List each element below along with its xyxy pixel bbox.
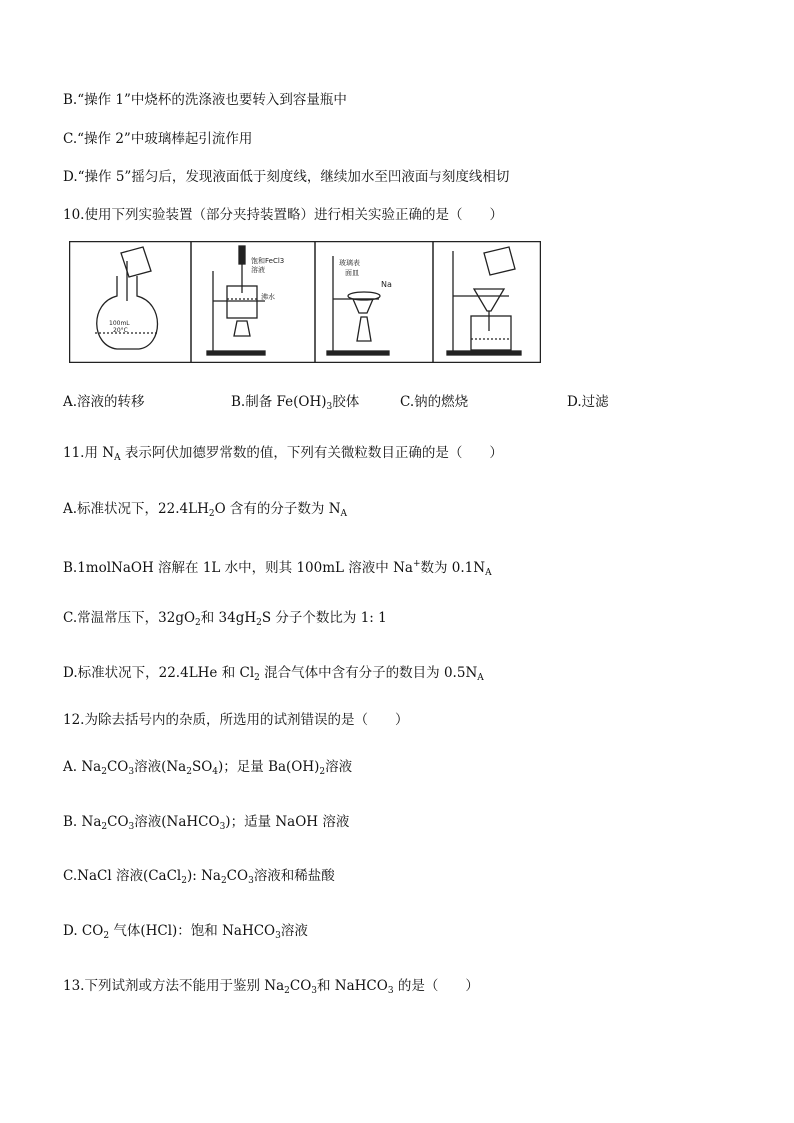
q11-option-d: D.标准状况下，22.4LHe 和 $Cl_2$ 混合气体中含有分子的数目为 $0.5N_A$ xyxy=(63,665,484,683)
q10-option-d: D.过滤 xyxy=(567,394,609,410)
q10-stem: 10.使用下列实验装置（部分夹持装置略）进行相关实验正确的是（ ） xyxy=(63,207,503,223)
svg-text:饱和FeCl3: 饱和FeCl3 xyxy=(251,257,285,265)
svg-text:Na: Na xyxy=(381,280,392,289)
q11-option-a: A.标准状况下，$22.4LH_2O$ 含有的分子数为 $N_A$ xyxy=(63,501,348,519)
q10-apparatus-figure xyxy=(69,241,541,363)
q12-option-a: A. $Na_2CO_3$溶液$(Na_2SO_4)$；足量 $Ba(OH)_2$溶液 xyxy=(63,759,353,777)
q9-option-d: D.“操作 5”摇匀后，发现液面低于刻度线，继续加水至凹液面与刻度线相切 xyxy=(63,169,510,185)
q9-option-c: C.“操作 2”中玻璃棒起引流作用 xyxy=(63,131,253,147)
q11-option-b: B.1molNaOH 溶解在 1L 水中，则其 100mL 溶液中 Na+数为 $0.1N_A$ xyxy=(63,559,492,578)
panel-colloid-prep xyxy=(207,246,284,355)
q13-stem: 13.下列试剂或方法不能用于鉴别 $Na_2CO_3$和 NaHCO$_3$ 的是（ ） xyxy=(63,978,479,996)
q10-option-a: A.溶液的转移 xyxy=(63,394,145,410)
svg-text:沸水: 沸水 xyxy=(261,293,275,301)
svg-text:面皿: 面皿 xyxy=(345,269,359,277)
panel-filtration xyxy=(447,247,521,355)
panel-sodium-burning xyxy=(327,256,392,355)
svg-text:玻璃表: 玻璃表 xyxy=(339,259,360,267)
q12-stem: 12.为除去括号内的杂质，所选用的试剂错误的是（ ） xyxy=(63,712,409,728)
q10-option-b: B.制备 $Fe(OH)_3$胶体 xyxy=(231,394,360,412)
q12-option-d: D. $CO_2$ 气体(HCl)：饱和 NaHCO$_3$溶液 xyxy=(63,923,308,941)
q12-option-b: B. $Na_2CO_3$溶液(NaHCO$_3$)；适量 NaOH 溶液 xyxy=(63,814,350,832)
q12-option-c: C.NaCl 溶液(CaCl$_2$): $Na_2CO_3$溶液和稀盐酸 xyxy=(63,868,335,886)
svg-text:20°C: 20°C xyxy=(113,327,128,334)
q11-stem: 11.用 $N_A$ 表示阿伏加德罗常数的值，下列有关微粒数目正确的是（ ） xyxy=(63,445,503,463)
svg-text:100mL: 100mL xyxy=(109,320,130,327)
q9-option-b: B.“操作 1”中烧杯的洗涤液也要转入到容量瓶中 xyxy=(63,92,347,108)
svg-text:溶液: 溶液 xyxy=(251,266,265,274)
q11-option-c: C.常温常压下，$32gO_2$和 $34gH_2S$ 分子个数比为 1: 1 xyxy=(63,610,387,628)
q10-option-c: C.钠的燃烧 xyxy=(400,394,469,410)
panel-solution-transfer xyxy=(95,247,159,349)
